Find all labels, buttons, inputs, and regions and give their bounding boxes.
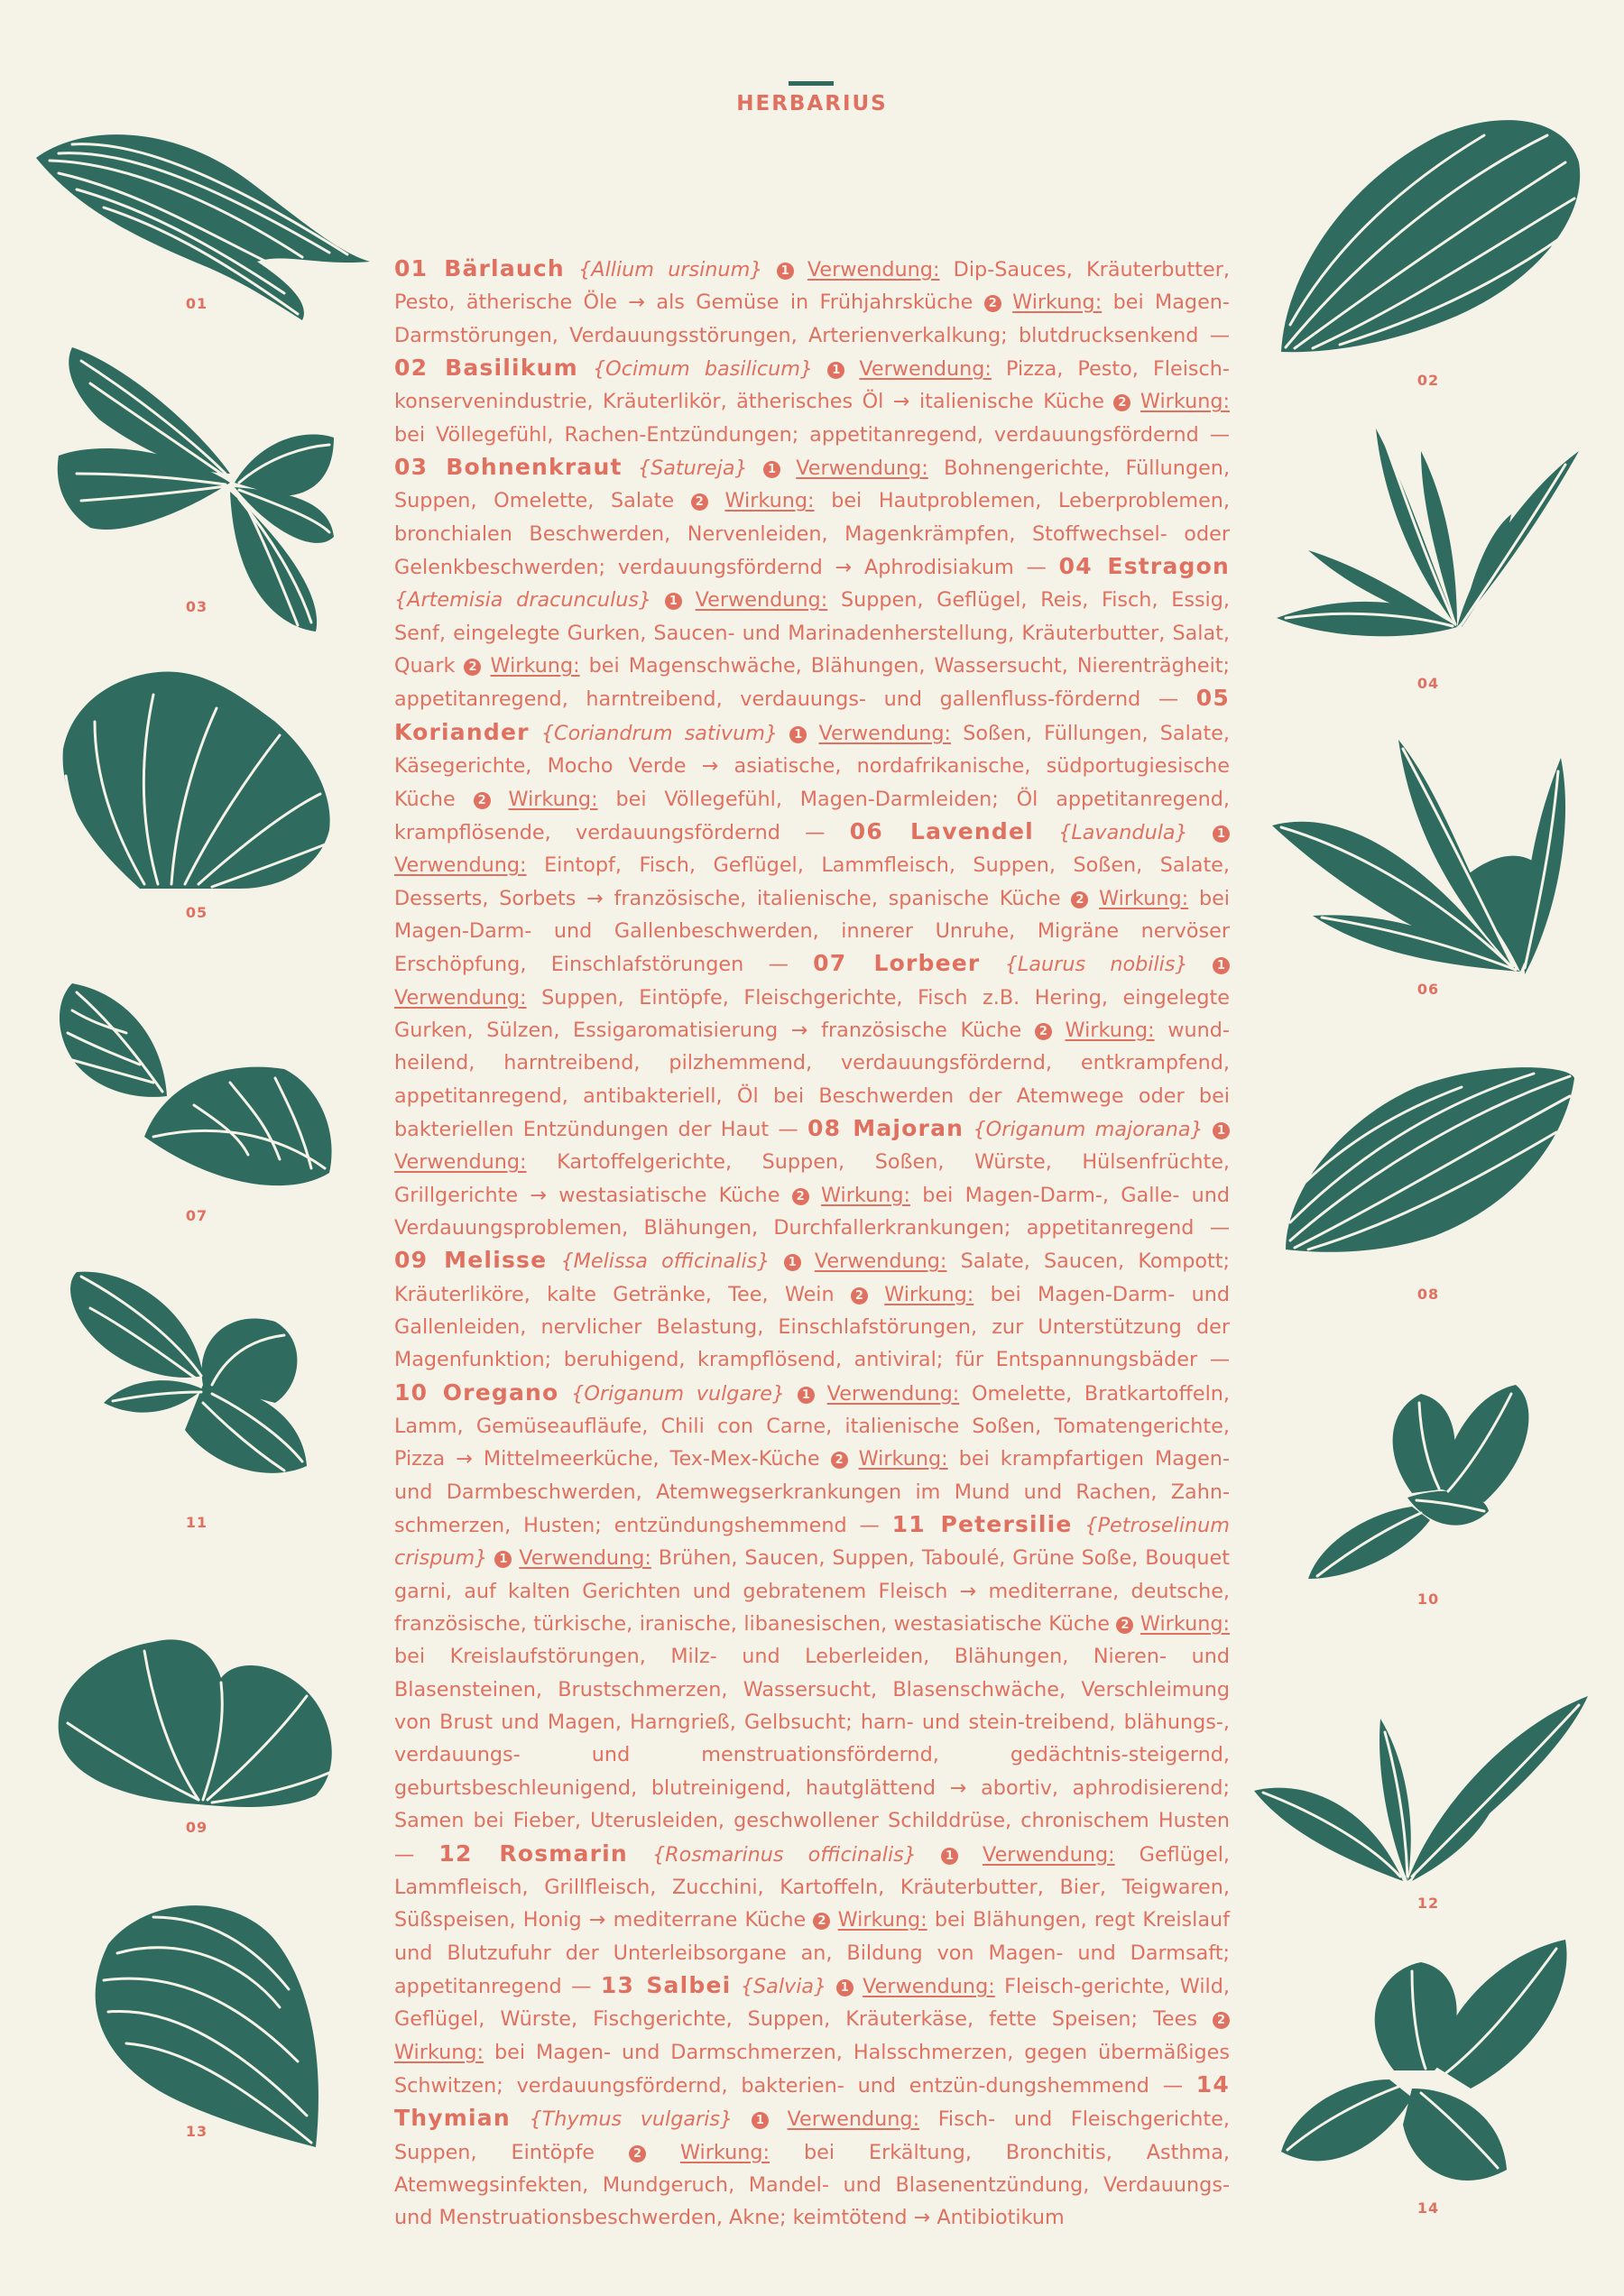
leaf-cluster-icon: [1281, 1060, 1579, 1254]
effect-label: Wirkung:: [1140, 390, 1230, 414]
herb-name: 10 Oregano: [394, 1379, 559, 1406]
illustration-number: 03: [185, 598, 208, 615]
herb-effect: bei Magen-Darm- und Gallenleiden, nervlicher Belastung, Einschlafstörungen, zur Unterstützung der Magenfunktion; beruhigend, krampflösend, antiviral; für Entspannungsbäder: [394, 1282, 1230, 1372]
herb-use: Brühen, Saucen, Suppen, Taboulé, Grüne Soße, Bouquet garni, auf kalten Gerichten und gebratenem Fleisch → mediterrane, deutsche, französische, türkische, iranische, libanesischen, westasiatische Küche: [394, 1546, 1231, 1637]
illustration-05: [59, 668, 338, 893]
herb-use: Salate, Saucen, Kompott; Kräuterliköre, kalte Getränke, Tee, Wein: [394, 1249, 1230, 1306]
herb-name: 01 Bärlauch: [394, 255, 565, 281]
herb-use: Geflügel, Lammfleisch, Grillfleisch, Zucchini, Kartoffeln, Kräuterbutter, Bier, Teigwaren, Süßspeisen, Honig → mediterrane Küche: [394, 1842, 1230, 1932]
number-two-icon: 2: [1035, 1023, 1052, 1040]
number-two-icon: 2: [1213, 2012, 1230, 2029]
effect-label: Wirkung:: [679, 2140, 770, 2164]
number-one-icon: 1: [1213, 1122, 1230, 1139]
illustration-number: 01: [185, 295, 208, 312]
herb-effect: bei Magen- und Darmschmerzen, Halsschmerzen, gegen übermäßiges Schwitzen; verdauungsfördernd, bakterien- und entzün-dungshemmend: [394, 2040, 1230, 2098]
herb-use: Pizza, Pesto, Fleisch-konservenindustrie, Kräuterlikör, ätherisches Öl → italienische Küche: [394, 357, 1230, 414]
illustration-04: [1277, 424, 1583, 645]
illustration-number: 02: [1416, 372, 1440, 389]
illustration-13: [72, 1890, 325, 2152]
leaf-cluster-icon: [68, 1268, 311, 1484]
illustration-number: 14: [1416, 2199, 1440, 2217]
leaf-cluster-icon: [59, 668, 338, 893]
effect-label: Wirkung:: [508, 787, 598, 811]
illustration-number: 09: [185, 1819, 208, 1836]
herb-name: 02 Basilikum: [394, 355, 578, 382]
number-one-icon: 1: [941, 1848, 958, 1865]
herb-effect: bei Hautproblemen, Leberproblemen, bronchialen Beschwerden, Nervenleiden, Magenkrämpfen, Stoffwechsel- oder Gelenkbeschwerden; verdauungsfördernd → Aphrodisiakum: [394, 489, 1231, 580]
herb-use: Suppen, Eintöpfe, Fleischgerichte, Fisch z.B. Hering, eingelegte Gurken, Sülzen, Essigaromatisierung → französische Küche: [394, 985, 1230, 1042]
herb-name: 11 Petersilie: [891, 1511, 1073, 1538]
herb-name: 06 Lavendel: [849, 817, 1034, 844]
number-one-icon: 1: [789, 726, 807, 743]
number-two-icon: 2: [474, 792, 491, 809]
illustration-14: [1277, 1935, 1574, 2197]
number-two-icon: 2: [464, 659, 481, 676]
herb-effect: bei Völlegefühl, Magen-Darmleiden; Öl appetitanregend, krampflösende, verdauungsfördernd: [394, 787, 1230, 844]
use-label: Verwendung:: [394, 853, 527, 878]
number-two-icon: 2: [984, 295, 1001, 312]
herb-latin-name: {Coriandrum sativum}: [540, 721, 779, 745]
number-two-icon: 2: [831, 1452, 848, 1469]
number-two-icon: 2: [1071, 891, 1088, 908]
use-label: Verwendung:: [814, 1249, 947, 1274]
illustration-12: [1254, 1692, 1592, 1886]
illustration-06: [1268, 735, 1579, 979]
illustration-number: 07: [185, 1207, 208, 1224]
illustration-number: 12: [1416, 1895, 1440, 1912]
herb-name: 03 Bohnenkraut: [394, 454, 623, 481]
herb-use: Kartoffelgerichte, Suppen, Soßen, Würste, Hülsenfrüchte, Grillgerichte → westasiatische Küche: [394, 1150, 1230, 1207]
herb-effect: bei Völlegefühl, Rachen-Entzündungen; appetitanregend, verdauungsfördernd: [394, 422, 1199, 447]
use-label: Verwendung:: [394, 985, 527, 1010]
effect-label: Wirkung:: [724, 489, 815, 513]
herb-use: Eintopf, Fisch, Geflügel, Lammfleisch, Suppen, Soßen, Salate, Desserts, Sorbets → französische, italienische, spanische Küche: [394, 853, 1230, 910]
effect-label: Wirkung:: [884, 1282, 974, 1306]
leaf-cluster-icon: [1277, 108, 1583, 356]
number-one-icon: 1: [1213, 957, 1230, 974]
use-label: Verwendung:: [695, 588, 828, 613]
number-one-icon: 1: [763, 461, 780, 478]
leaf-cluster-icon: [59, 979, 338, 1195]
leaf-cluster-icon: [1268, 735, 1579, 979]
illustration-number: 05: [185, 904, 208, 921]
herb-latin-name: {Origanum majorana}: [973, 1117, 1204, 1141]
number-two-icon: 2: [851, 1287, 868, 1305]
number-two-icon: 2: [792, 1188, 809, 1205]
use-label: Verwendung:: [983, 1842, 1115, 1867]
leaf-cluster-icon: [1254, 1692, 1592, 1886]
number-one-icon: 1: [777, 263, 794, 280]
illustration-08: [1281, 1060, 1579, 1254]
herb-use: Fisch- und Fleischgerichte, Suppen, Eintöpfe: [394, 2107, 1230, 2164]
effect-label: Wirkung:: [858, 1447, 948, 1471]
herb-effect: bei Magen-Darmstörungen, Verdauungsstörungen, Arterienverkalkung; blutdrucksenkend: [394, 290, 1230, 347]
herb-use: Bohnengerichte, Füllungen, Suppen, Omelette, Salate: [394, 456, 1231, 513]
leaf-cluster-icon: [72, 1890, 325, 2152]
leaf-cluster-icon: [1277, 1935, 1574, 2197]
herb-use: Dip-Sauces, Kräuterbutter, Pesto, ätherische Öle → als Gemüse in Frühjahrsküche: [394, 258, 1231, 315]
use-label: Verwendung:: [859, 357, 992, 382]
number-one-icon: 1: [752, 2112, 769, 2129]
illustration-10: [1304, 1376, 1543, 1579]
herb-latin-name: {Allium ursinum}: [578, 258, 763, 281]
herb-name: 04 Estragon: [1058, 553, 1230, 580]
number-two-icon: 2: [1113, 394, 1130, 411]
herb-effect: bei Erkältung, Bronchitis, Asthma, Atemwegsinfekten, Mundgeruch, Mandel- und Blasenentzündung, Verdauungs- und Menstruationsbeschwerden, Akne; keimtötend → Antibiotikum: [394, 2140, 1231, 2230]
herb-latin-name: {Artemisia dracunculus}: [394, 588, 652, 613]
illustration-number: 10: [1416, 1591, 1440, 1608]
herb-latin-name: {Melissa officinalis}: [560, 1249, 770, 1274]
illustration-02: [1277, 108, 1583, 356]
number-one-icon: 1: [1213, 825, 1230, 843]
number-two-icon: 2: [1116, 1617, 1133, 1634]
herb-effect: wund-heilend, harntreibend, pilzhemmend, verdauungsfördernd, entkrampfend, appetitanregend, antibakteriell, Öl bei Beschwerden der Atemwege oder bei bakteriellen Entzündungen der Haut: [394, 1018, 1230, 1141]
illustration-number: 13: [185, 2123, 208, 2140]
herb-name: 09 Melisse: [394, 1247, 548, 1274]
illustration-09: [54, 1624, 343, 1813]
number-one-icon: 1: [784, 1254, 801, 1271]
effect-label: Wirkung:: [1099, 886, 1189, 910]
number-one-icon: 1: [494, 1551, 512, 1568]
illustration-number: 06: [1416, 981, 1440, 998]
use-label: Verwendung:: [394, 1150, 527, 1175]
herb-name: 14 Thymian: [394, 2070, 1230, 2132]
use-label: Verwendung:: [796, 456, 928, 481]
leaf-cluster-icon: [54, 338, 343, 636]
use-label: Verwendung:: [519, 1546, 651, 1571]
effect-label: Wirkung:: [1012, 290, 1103, 315]
illustration-07: [59, 979, 338, 1195]
number-two-icon: 2: [813, 1913, 830, 1930]
illustration-number: 04: [1416, 675, 1440, 692]
herb-name: 13 Salbei: [600, 1971, 732, 1998]
herb-effect: bei krampfartigen Magen- und Darmbeschwerden, Atemwegserkrankungen im Mund und Rachen, Zahn-schmerzen, Husten; entzündungshemmend: [394, 1447, 1230, 1538]
effect-label: Wirkung:: [394, 2040, 484, 2064]
herb-latin-name: {Petroselinum crispum}: [394, 1514, 1230, 1571]
herb-effect: bei Kreislaufstörungen, Milz- und Leberleiden, Blähungen, Nieren- und Blasensteinen, Brustschmerzen, Wassersucht, Blasenschwäche, Verschleimung von Brust und Magen, Harngrieß, Gelbsucht; harn- und stein-treibend, blähungs-, verdauungs- und menstruationsfördernd, gedächtnis-steigernd, geburtsbeschleunigend, blutreinigend, hautglättend → abortiv, aphrodisierend; Samen bei Fieber, Uterusleiden, geschwollener Schilddrüse, chronischem Husten: [394, 1645, 1230, 1833]
leaf-cluster-icon: [1277, 424, 1583, 645]
herb-latin-name: {Origanum vulgare}: [571, 1381, 786, 1406]
header-bar: [789, 81, 834, 86]
leaf-cluster-icon: [1304, 1376, 1543, 1579]
herb-effect: bei Magen-Darm-, Galle- und Verdauungsproblemen, Blähungen, Durchfallerkrankungen; appetitanregend: [394, 1183, 1231, 1240]
herb-effect: bei Magenschwäche, Blähungen, Wassersucht, Nierenträgheit; appetitanregend, harntreibend, verdauungs- und gallenfluss-fördernd: [394, 654, 1231, 712]
use-label: Verwendung:: [787, 2107, 920, 2132]
leaf-cluster-icon: [32, 117, 374, 325]
effect-label: Wirkung:: [490, 654, 580, 678]
herb-effect: bei Magen-Darm- und Gallenbeschwerden, innerer Unruhe, Migräne nervöser Erschöpfung, Einschlafstörungen: [394, 886, 1231, 977]
effect-label: Wirkung:: [1065, 1018, 1155, 1042]
herb-latin-name: {Ocimum basilicum}: [592, 357, 814, 382]
herb-latin-name: {Salvia}: [740, 1974, 827, 1998]
number-one-icon: 1: [827, 362, 844, 379]
illustration-01: [32, 117, 374, 325]
herb-name: 05 Koriander: [394, 685, 1230, 745]
use-label: Verwendung:: [807, 258, 940, 281]
herb-use: Suppen, Geflügel, Reis, Fisch, Essig, Senf, eingelegte Gurken, Saucen- und Marinadenherstellung, Kräuterbutter, Salat, Quark: [394, 588, 1230, 678]
herb-name: 08 Majoran: [807, 1114, 964, 1141]
herb-effect: bei Blähungen, regt Kreislauf und Blutzufuhr der Unterleibsorgane an, Bildung von Magen- und Darmsaft; appetitanregend: [394, 1908, 1230, 1998]
number-two-icon: 2: [629, 2145, 646, 2162]
herb-use: Soßen, Füllungen, Salate, Käsegerichte, Mocho Verde → asiatische, nordafrikanische, südportugiesische Küche: [394, 721, 1230, 811]
effect-label: Wirkung:: [820, 1183, 911, 1207]
herb-latin-name: {Laurus nobilis}: [1004, 953, 1188, 977]
herb-use: Fleisch-gerichte, Wild, Geflügel, Würste, Fischgerichte, Suppen, Kräuterkäse, fette Speisen; Tees: [394, 1974, 1230, 2032]
number-one-icon: 1: [798, 1387, 815, 1404]
use-label: Verwendung:: [863, 1974, 995, 1998]
effect-label: Wirkung:: [837, 1908, 927, 1932]
illustration-number: 11: [185, 1514, 208, 1531]
herb-latin-name: {Satureja}: [637, 456, 748, 481]
use-label: Verwendung:: [818, 721, 952, 745]
illustration-number: 08: [1416, 1286, 1440, 1303]
herb-latin-name: {Rosmarinus officinalis}: [651, 1842, 917, 1867]
leaf-cluster-icon: [54, 1624, 343, 1813]
herb-latin-name: {Thymus vulgaris}: [529, 2107, 734, 2132]
illustration-03: [54, 338, 343, 636]
herb-latin-name: {Lavandula}: [1058, 820, 1188, 844]
number-one-icon: 1: [836, 1979, 854, 1996]
number-two-icon: 2: [691, 493, 708, 511]
herb-name: 07 Lorbeer: [813, 950, 981, 977]
herb-name: 12 Rosmarin: [438, 1840, 628, 1867]
illustration-11: [68, 1268, 311, 1484]
effect-label: Wirkung:: [1140, 1612, 1230, 1637]
use-label: Verwendung:: [826, 1381, 960, 1406]
page-title: HERBARIUS: [736, 92, 888, 115]
number-one-icon: 1: [665, 593, 682, 610]
herb-text-block: 01 Bärlauch {Allium ursinum} 1 Verwendung: Dip-Sauces, Kräuterbutter, Pesto, ätherische Öle → als Gemüse in Frühjahrsküche 2 Wirkung: bei Magen-Darmstörungen, Verdauungsstörungen, Arterienverkalkung; blutdrucksenkend — 02 Basilikum {Ocimum basilicum} 1 Verwendung: Pizza, Pesto, Fleisch-konservenindustrie, Kräuterlikör, ätherisches Öl → italienische Küche 2 Wirkung: bei Völlegefühl, Rachen-Entzündungen; appetitanregend, verdauungsfördernd — 03 Bohnenkraut {Satureja} 1 Verwendung: Bohnengerichte, Füllungen, Suppen, Omelette, Salate 2 Wirkung: bei Hautproblemen, Leberproblemen, bronchialen Beschwerden, Nervenleiden, Magenkrämpfen, Stoffwechsel- oder Gelenkbeschwerden; verdauungsfördernd → Aphrodisiakum — 04 Estragon {Artemisia dracunculus} 1 Verwendung: Suppen, Geflügel, Reis, Fisch, Essig, Senf, eingelegte Gurken, Saucen- und Marinadenherstellung, Kräuterbutter, Salat, Quark 2 Wirkung: bei Magenschwäche, Blähungen, Wassersucht, Nierenträgheit; appetitanregend, harntreibend, verdauungs- und gallenfluss-fördernd — 05 Koriander {Coriandrum sativum} 1 Verwendung: Soßen, Füllungen, Salate, Käsegerichte, Mocho Verde → asiatische, nordafrikanische, südportugiesische Küche 2 Wirkung: bei Völlegefühl, Magen-Darmleiden; Öl appetitanregend, krampflösende, verdauungsfördernd — 06 Lavendel {Lavandula} 1 Verwendung: Eintopf, Fisch, Geflügel, Lammfleisch, Suppen, Soßen, Salate, Desserts, Sorbets → französische, italienische, spanische Küche 2 Wirkung: bei Magen-Darm- und Gallenbeschwerden, innerer Unruhe, Migräne nervöser Erschöpfung, Einschlafstörungen — 07 Lorbeer {Laurus nobilis} 1 Verwendung: Suppen, Eintöpfe, Fleischgerichte, Fisch z.B. Hering, eingelegte Gurken, Sülzen, Essigaromatisierung → französische Küche 2 Wirkung: wund-heilend, harntreibend, pilzhemmend, verdauungsfördernd, entkrampfend, appetitanregend, antibakteriell, Öl bei Beschwerden der Atemwege oder bei bakteriellen Entzündungen der Haut — 08 Majoran {Origanum majorana} 1 Verwendung: Kartoffelgerichte, Suppen, Soßen, Würste, Hülsenfrüchte, Grillgerichte → westasiatische Küche 2 Wirkung: bei Magen-Darm-, Galle- und Verdauungsproblemen, Blähungen, Durchfallerkrankungen; appetitanregend — 09 Melisse {Melissa officinalis} 1 Verwendung: Salate, Saucen, Kompott; Kräuterliköre, kalte Getränke, Tee, Wein 2 Wirkung: bei Magen-Darm- und Gallenleiden, nervlicher Belastung, Einschlafstörungen, zur Unterstützung der Magenfunktion; beruhigend, krampflösend, antiviral; für Entspannungsbäder — 10 Oregano {Origanum vulgare} 1 Verwendung: Omelette, Bratkartoffeln, Lamm, Gemüseaufläufe, Chili con Carne, italienische Soßen, Tomatengerichte, Pizza → Mittelmeerküche, Tex-Mex-Küche 2 Wirkung: bei krampfartigen Magen- und Darmbeschwerden, Atemwegserkrankungen im Mund und Rachen, Zahn-schmerzen, Husten; entzündungshemmend — 11 Petersilie {Petroselinum crispum} 1 Verwendung: Brühen, Saucen, Suppen, Taboulé, Grüne Soße, Bouquet garni, auf kalten Gerichten und gebratenem Fleisch → mediterrane, deutsche, französische, türkische, iranische, libanesischen, westasiatische Küche 2 Wirkung: bei Kreislaufstörungen, Milz- und Leberleiden, Blähungen, Nieren- und Blasensteinen, Brustschmerzen, Wassersucht, Blasenschwäche, Verschleimung von Brust und Magen, Harngrieß, Gelbsucht; harn- und stein-treibend, blähungs-, verdauungs- und menstruationsfördernd, gedächtnis-steigernd, geburtsbeschleunigend, blutreinigend, hautglättend → abortiv, aphrodisierend; Samen bei Fieber, Uterusleiden, geschwollener Schilddrüse, chronischem Husten — 12 Rosmarin {Rosmarinus officinalis} 1 Verwendung: Geflügel, Lammfleisch, Grillfleisch, Zucchini, Kartoffeln, Kräuterbutter, Bier, Teigwaren, Süßspeisen, Honig → mediterrane Küche 2 Wirkung: bei Blähungen, regt Kreislauf und Blutzufuhr der Unterleibsorgane an, Bildung von Magen- und Darmsaft; appetitanregend — 13 Salbei {Salvia} 1 Verwendung: Fleisch-gerichte, Wild, Geflügel, Würste, Fischgerichte, Suppen, Kräuterkäse, fette Speisen; Tees 2 Wirkung: bei Magen- und Darmschmerzen, Halsschmerzen, gegen übermäßiges Schwitzen; verdauungsfördernd, bakterien- und entzün-dungshemmend — 14 Thymian {Thymus vulgaris} 1 Verwendung: Fisch- und Fleischgerichte, Suppen, Eintöpfe 2 Wirkung: bei Erkältung, Bronchitis, Asthma, Atemwegsinfekten, Mundgeruch, Mandel- und Blasenentzündung, Verdauungs- und Menstruationsbeschwerden, Akne; keimtötend → Antibiotikum: [394, 255, 1231, 2230]
herb-use: Omelette, Bratkartoffeln, Lamm, Gemüseaufläufe, Chili con Carne, italienische Soßen, Tomatengerichte, Pizza → Mittelmeerküche, Tex-Mex-Küche: [394, 1381, 1230, 1471]
